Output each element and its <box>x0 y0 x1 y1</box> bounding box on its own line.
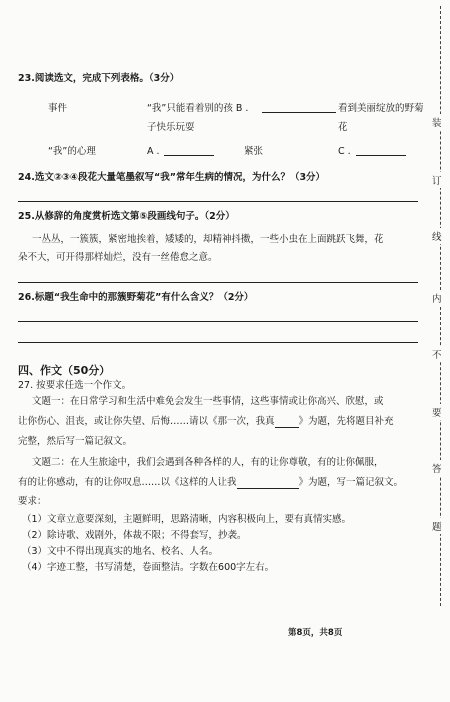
topic2-title-blank[interactable] <box>237 478 299 489</box>
topic2-line2-a: 有的让你感动，有的让你叹息……以《这样的人让我 <box>18 477 237 488</box>
binding-char-4: 内 <box>432 290 442 306</box>
q26-answer-line-2[interactable] <box>18 342 418 343</box>
requirements-title: 要求： <box>18 496 47 507</box>
q23-row1-text-c: 子快乐玩耍 <box>147 122 195 133</box>
q23-c-blank[interactable] <box>356 155 406 156</box>
binding-char-5: 不 <box>432 346 442 362</box>
q23-row2-a: A . <box>147 146 160 157</box>
requirement-3: （3）文中不得出现真实的地名、校名、人名。 <box>22 546 219 557</box>
q23-title: 23.阅读选文，完成下列表格。（3分） <box>18 73 180 84</box>
q23-a-blank[interactable] <box>164 155 214 156</box>
q26-title: 26.标题“我生命中的那簇野菊花”有什么含义？（2分） <box>18 292 254 303</box>
page-footer: 第8页，共8页 <box>288 628 343 638</box>
requirement-1: （1）文章立意要深刻，主题鲜明，思路清晰，内容积极向上，要有真情实感。 <box>22 514 352 525</box>
topic1-line2-a: 让你伤心、沮丧，或让你失望、后悔……请以《那一次，我真 <box>18 416 275 427</box>
q23-row2-c: C . <box>338 146 351 157</box>
q23-row2-b: 紧张 <box>244 146 264 157</box>
q23-row1-text-b: 看到美丽绽放的野菊 <box>338 103 424 114</box>
topic1-line2-b: 》为题，先将题目补充 <box>298 416 394 427</box>
topic1-line2 <box>18 416 394 428</box>
q24-answer-line[interactable] <box>18 201 418 202</box>
q27-title: 27. 按要求任选一个作文。 <box>18 380 132 391</box>
q24-title: 24.选文②③④段花大量笔墨叙写“我”常年生病的情况，为什么？（3分） <box>18 172 326 183</box>
q25-title: 25.从修辞的角度赏析选文第⑤段画线句子。（2分） <box>18 211 235 222</box>
requirement-4: （4）字迹工整，书写清楚，卷面整洁。字数在600字左右。 <box>22 562 275 573</box>
topic1-line3: 完整，然后写一篇记叙文。 <box>18 436 133 447</box>
q23-row1-label: 事件 <box>48 103 68 114</box>
topic2-line2-b: 》为题，写一篇记叙文。 <box>298 477 404 488</box>
topic1-line1: 文题一：在日常学习和生活中难免会发生一些事情，这些事情或让你高兴、欣慰，或 <box>32 396 384 407</box>
binding-dashed-line <box>440 6 441 606</box>
binding-char-6: 要 <box>432 404 442 420</box>
q23-row2-label: “我”的心理 <box>48 146 96 157</box>
q23-b-blank[interactable] <box>262 112 336 113</box>
binding-char-7: 答 <box>432 460 442 476</box>
binding-char-2: 订 <box>432 172 442 188</box>
binding-char-8: 题 <box>432 518 442 534</box>
binding-char-3: 线 <box>432 228 442 244</box>
requirement-2: （2）除诗歌、戏剧外，体裁不限；不得套写，抄袭。 <box>22 530 247 541</box>
topic1-title-blank[interactable] <box>275 417 299 428</box>
q25-passage-line1: 一丛丛，一簇簇，紧密地挨着，矮矮的，却精神抖擞，一些小虫在上面跳跃飞舞，花 <box>32 234 384 245</box>
q25-passage-line2: 朵不大，可开得那样灿烂，没有一丝倦怠之意。 <box>18 252 218 263</box>
binding-char-1: 装 <box>432 114 442 130</box>
section4-title: 四、作文（50分） <box>18 364 111 377</box>
topic2-line1: 文题二：在人生旅途中，我们会遇到各种各样的人，有的让你尊敬，有的让你佩服， <box>32 457 384 468</box>
q23-row1-text-a: “我”只能看着别的孩 B . <box>147 103 249 114</box>
q25-answer-line[interactable] <box>18 282 418 283</box>
q23-row1-text-d: 花 <box>338 122 348 133</box>
topic2-line2 <box>18 477 403 489</box>
q26-answer-line-1[interactable] <box>18 321 418 322</box>
